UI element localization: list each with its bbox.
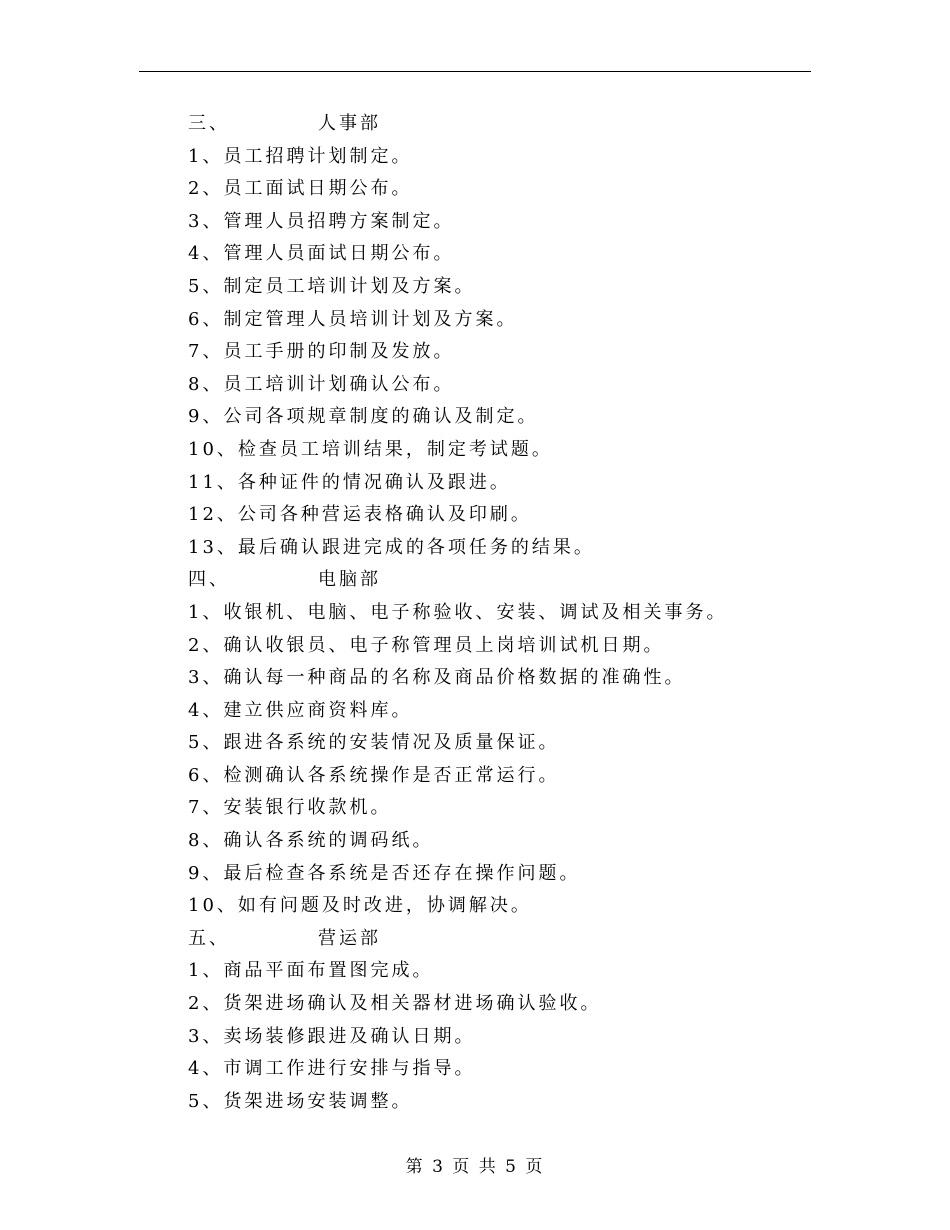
list-item: 2、确认收银员、电子称管理员上岗培训试机日期。 [188,634,665,656]
section-heading [188,108,828,141]
page-footer: 第 3 页 共 5 页 [405,1157,545,1177]
list-item: 11、各种证件的情况确认及跟进。 [188,471,511,493]
section-number: 三、 [188,113,230,134]
list-item: 2、员工面试日期公布。 [188,178,413,200]
list-item: 10、检查员工培训结果，制定考试题。 [188,438,553,460]
list-item: 9、最后检查各系统是否还存在操作问题。 [188,862,581,884]
list-item: 2、货架进场确认及相关器材进场确认验收。 [188,993,602,1015]
section-title: 营运部 [318,927,381,949]
header-rule [139,71,811,72]
list-item: 4、建立供应商资料库。 [188,699,413,721]
list-item: 7、安装银行收款机。 [188,797,392,819]
list-item: 10、如有问题及时改进，协调解决。 [188,895,532,917]
section-number: 四、 [188,569,230,591]
section-heading [188,923,828,956]
list-item: 13、最后确认跟进完成的各项任务的结果。 [188,536,595,558]
list-item: 6、检测确认各系统操作是否正常运行。 [188,764,560,786]
list-item: 5、制定员工培训计划及方案。 [188,275,476,297]
list-item: 3、确认每一种商品的名称及商品价格数据的准确性。 [188,667,686,689]
document-body [188,108,828,1118]
list-item: 3、管理人员招聘方案制定。 [188,210,455,232]
list-item: 8、确认各系统的调码纸。 [188,830,434,852]
list-item: 1、商品平面布置图完成。 [188,960,434,982]
list-item: 12、公司各种营运表格确认及印刷。 [188,504,532,526]
list-item: 3、卖场装修跟进及确认日期。 [188,1025,476,1047]
list-item: 1、收银机、电脑、电子称验收、安装、调试及相关事务。 [188,601,728,623]
list-item: 6、制定管理人员培训计划及方案。 [188,308,518,330]
section-heading [188,564,828,597]
list-item: 7、员工手册的印制及发放。 [188,341,455,363]
section-title: 电脑部 [318,569,381,591]
section-number: 五、 [188,927,230,949]
list-item: 5、跟进各系统的安装情况及质量保证。 [188,732,560,754]
list-item: 8、员工培训计划确认公布。 [188,373,455,395]
list-item: 9、公司各项规章制度的确认及制定。 [188,406,539,428]
list-item: 4、管理人员面试日期公布。 [188,243,455,265]
section-title: 人事部 [318,113,381,134]
list-item: 5、货架进场安装调整。 [188,1090,413,1112]
list-item: 1、员工招聘计划制定。 [188,145,413,167]
list-item: 4、市调工作进行安排与指导。 [188,1058,476,1080]
